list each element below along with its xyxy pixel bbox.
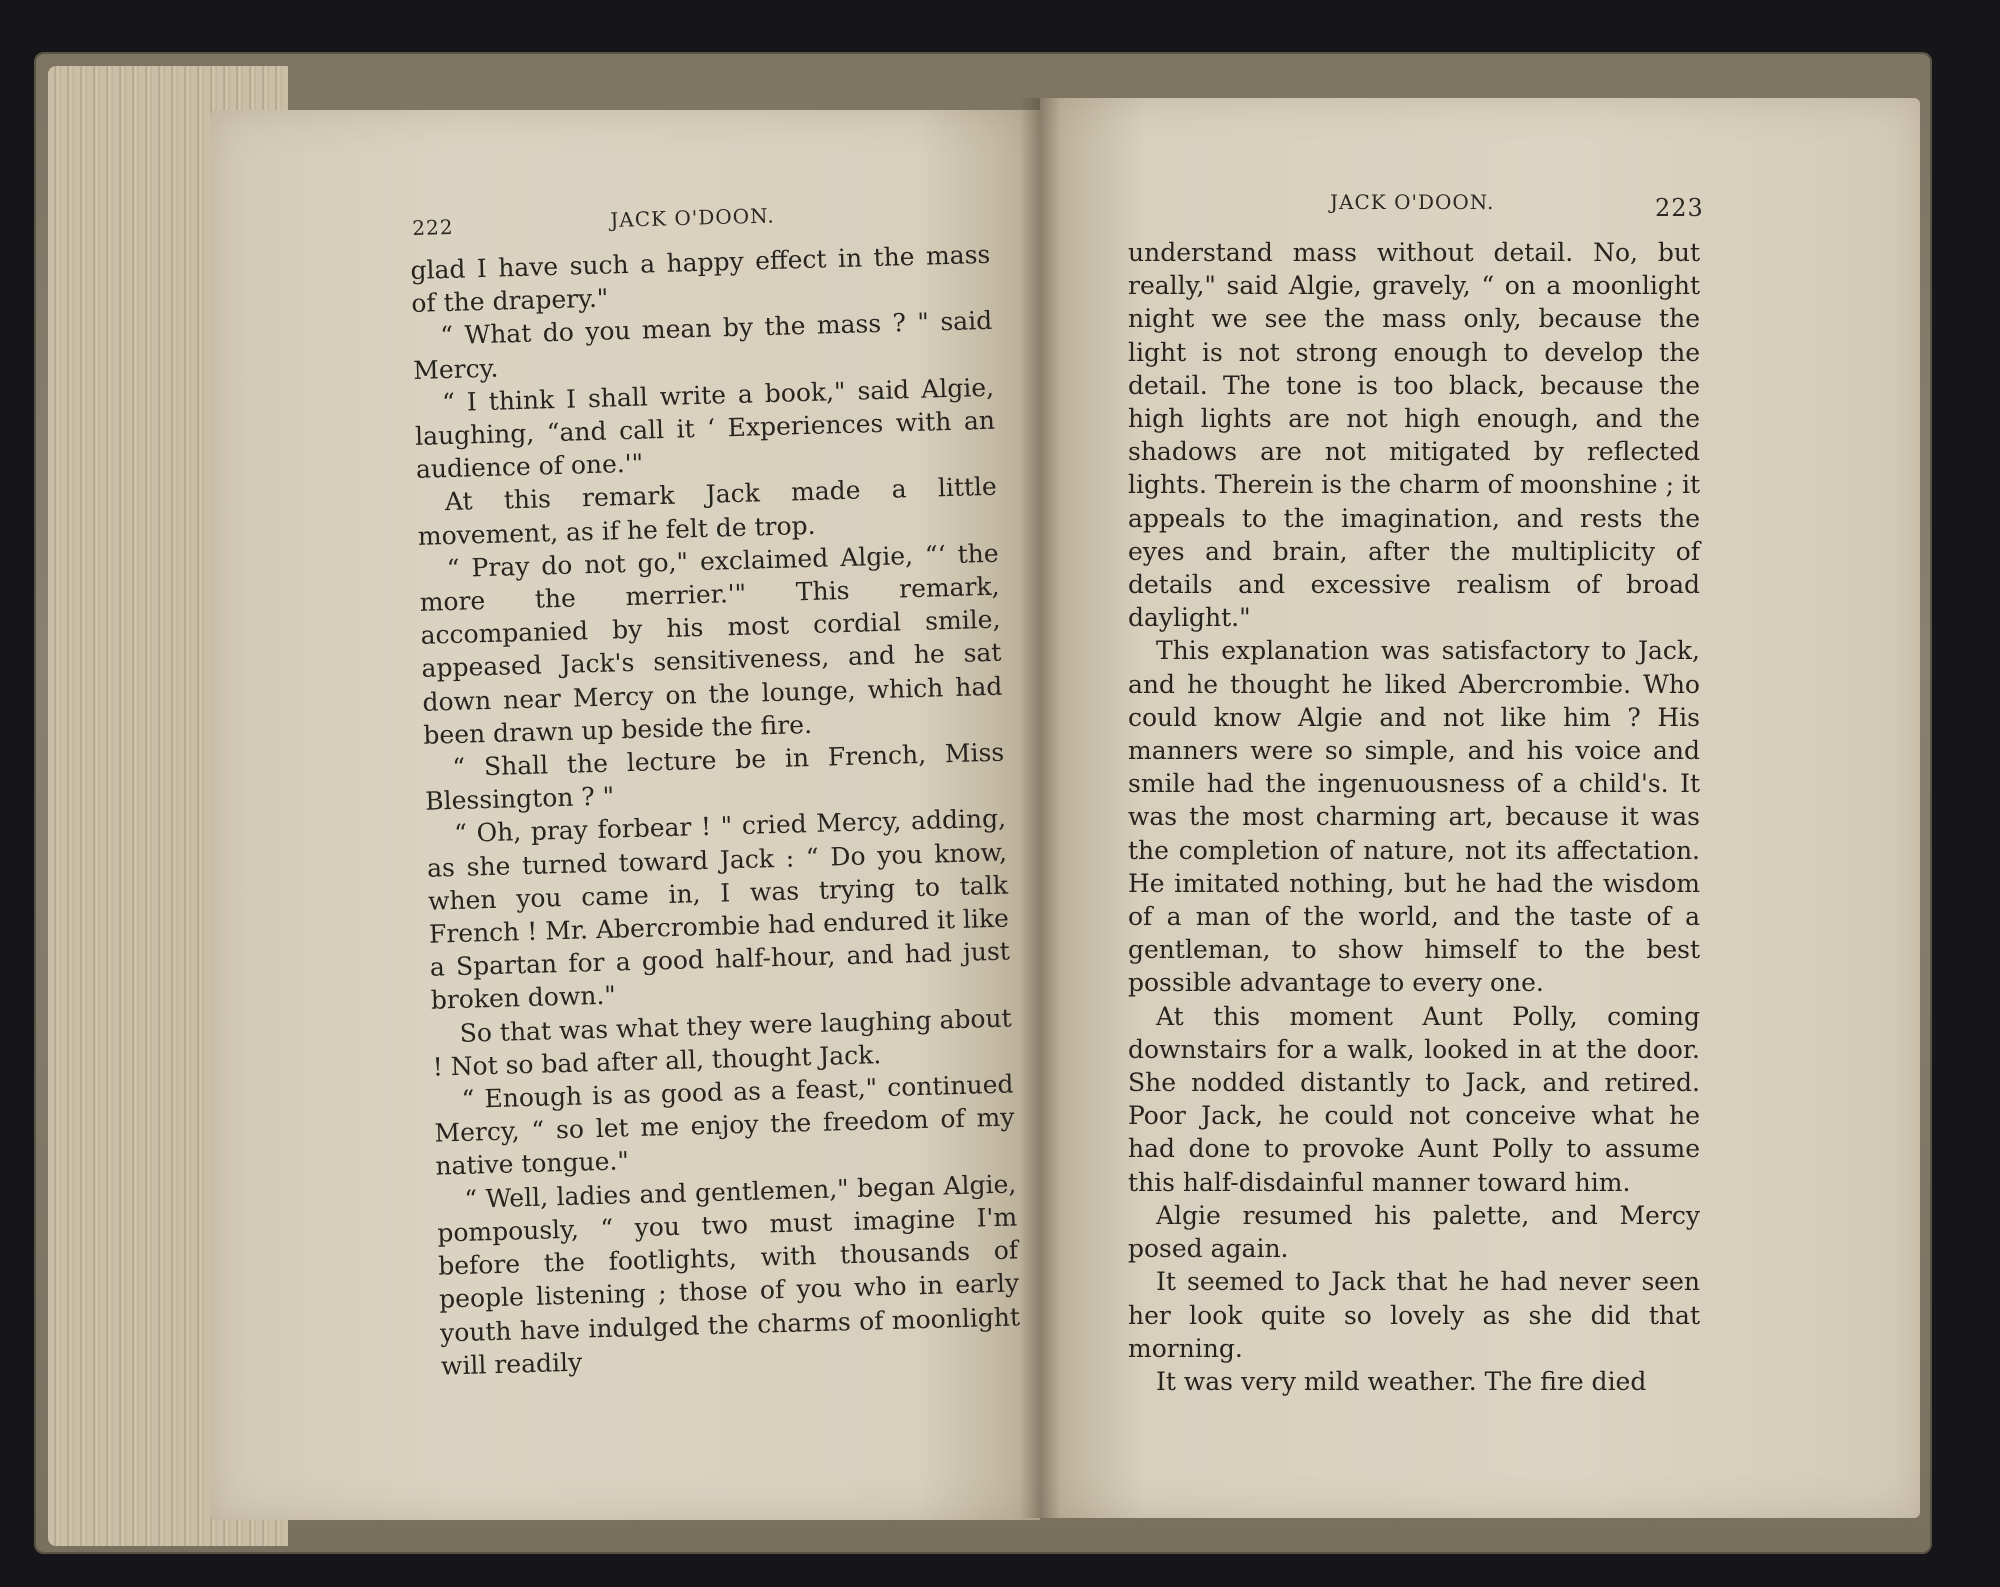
paragraph: So that was what they were laughing about ! Not so bad after all, thought Jack. bbox=[432, 1003, 1012, 1082]
paragraph: “ Enough is as good as a feast," continued Mercy, “ so let me enjoy the freedom of my native tongue." bbox=[434, 1069, 1015, 1182]
paragraph: “ Oh, pray forbear ! " cried Mercy, adding, as she turned toward Jack : “ Do you know, when you came in, I was trying to talk French ! Mr. Abercrombie had endured it like a Spartan for a good half-hour, and had just broken down." bbox=[426, 804, 1011, 1016]
paragraph: “ Pray do not go," exclaimed Algie, “‘ the more the merrier.'" This remark, accompanied by his most cordial smile, appeased Jack's sensitiveness, and he sat down near Mercy on the lounge, which had been drawn up beside the fire. bbox=[419, 538, 1003, 750]
paragraph: Algie resumed his palette, and Mercy posed again. bbox=[1128, 1200, 1700, 1264]
paragraph: It was very mild weather. The fire died bbox=[1156, 1366, 1647, 1396]
left-page-number: 222 bbox=[412, 214, 454, 240]
paragraph: “ What do you mean by the mass ? " said Mercy. bbox=[412, 306, 993, 385]
left-running-header: JACK O'DOON. bbox=[610, 203, 775, 232]
paragraph: glad I have such a happy effect in the mass of the drapery." bbox=[410, 239, 991, 319]
paragraph: “ I think I shall write a book," said Algie, laughing, “and call it ‘ Experiences with an audience of one.'" bbox=[414, 372, 996, 485]
right-page-text bbox=[1128, 236, 1700, 1398]
right-running-header: JACK O'DOON. bbox=[1330, 190, 1495, 214]
paragraph: understand mass without detail. No, but really," said Algie, gravely, “ on a moonlight night we see the mass only, because the light is not strong enough to develop the detail. The tone is too black, because the high lights are not high enough, and the shadows are not mitigated by reflected lights. Therein is the charm of moonshine ; it appeals to the imagination, and rests the eyes and brain, after the multiplicity of details and excessive realism of broad daylight." bbox=[1128, 238, 1700, 633]
paragraph: At this moment Aunt Polly, coming downstairs for a walk, looked in at the door. She nodded distantly to Jack, and retired. Poor Jack, he could not conceive what he had done to provoke Aunt Polly to assume this half-disdainful manner toward him. bbox=[1128, 1001, 1700, 1197]
paragraph: “ Shall the lecture be in French, Miss Blessington ? " bbox=[424, 737, 1005, 817]
paragraph: This explanation was satisfactory to Jack, and he thought he liked Abercrombie. Who could know Algie and not like him ? His manners were so simple, and his voice and smile had the ingenuousness of a child's. It was the most charming art, because it was the completion of nature, not its affectation. He imitated nothing, but he had the wisdom of a man of the world, and the taste of a gentleman, to show himself to the best possible advantage to every one. bbox=[1128, 636, 1700, 998]
paragraph: “ Well, ladies and gentlemen," began Algie, pompously, “ you two must imagine I'm before the footlights, with thousands of people listening ; those of you who in early youth have indulged the charms of moonlight will readily bbox=[436, 1169, 1021, 1381]
left-page-text bbox=[410, 238, 1021, 1383]
paragraph: At this remark Jack made a little movement, as if he felt de trop. bbox=[417, 472, 998, 551]
book-spine bbox=[1020, 98, 1060, 1518]
right-page-number: 223 bbox=[1655, 194, 1704, 222]
paragraph: It seemed to Jack that he had never seen her look quite so lovely as she did that morning. bbox=[1128, 1267, 1700, 1363]
